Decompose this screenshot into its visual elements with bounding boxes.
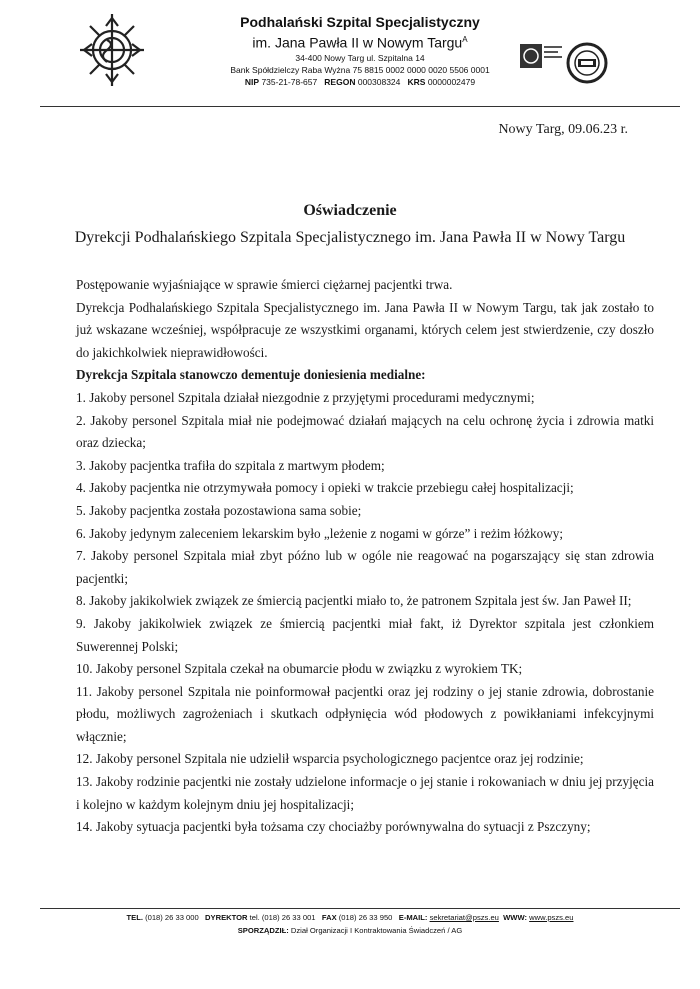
letter-date: Nowy Targ, 09.06.23 r. (498, 122, 628, 137)
list-item: 4. Jakoby pacjentka nie otrzymywała pomocy i opieki w trakcie przebiegu całej hospitalizacji; (76, 480, 574, 496)
list-item: 14. Jakoby sytuacja pacjentki była tożsama czy chociażby porównywalna do sytuacji z Pszczyny; (76, 819, 591, 835)
iqnet-certificate-icon (566, 42, 608, 84)
list-item: 13. Jakoby rodzinie pacjentki nie zostały udzielone informacje o jej stanie i rokowaniach w dniu jej przyjęcia i kolejno w każdym kolejnym dniu jej hospitalizacji; (76, 774, 654, 812)
list-item: 5. Jakoby pacjentka została pozostawiona sama sobie; (76, 502, 362, 518)
registration-numbers: NIP 735-21-78-657 REGON 000308324 KRS 0000002479 (244, 76, 476, 87)
footer-divider (40, 908, 680, 909)
list-item: 12. Jakoby personel Szpitala nie udzielił wsparcia psychologicznego pacjentce oraz jej rodzinie; (76, 751, 584, 767)
csq-certificate-icon (520, 42, 564, 70)
document-title: Oświadczenie (303, 202, 397, 219)
hospital-emblem-icon (76, 10, 148, 90)
intro-paragraph-1: Postępowanie wyjaśniające w sprawie śmierci ciężarnej pacjentki trwa. (76, 277, 453, 292)
list-item: 7. Jakoby personel Szpitala miał zbyt późno lub w ogóle nie reagować na pogarszający się stan zdrowia pacjentki; (76, 548, 654, 586)
list-item: 11. Jakoby personel Szpitala nie poinformował pacjentki oraz jej rodziny o jej stanie zdrowia, dobrostanie płodu, możliwych zagrożeniach i skutkach odpłynięcia wód płodowych z powikłaniami infekcyjnymi włącznie; (76, 683, 654, 744)
document-subtitle: Dyrekcji Podhalańskiego Szpitala Specjalistycznego im. Jana Pawła II w Nowy Targu (74, 229, 626, 246)
intro-paragraph-2: Dyrekcja Podhalańskiego Szpitala Specjalistycznego im. Jana Pawła II w Nowym Targu, tak jak zostało to już wskazane wcześniej, współpracuje ze wszystkimi organami, których celem jest stwierdzenie, czy doszło do jakichkolwiek nieprawidłowości. (76, 299, 654, 360)
letter-body (76, 274, 654, 839)
list-item: 1. Jakoby personel Szpitala działał niezgodnie z przyjętymi procedurami medycznymi; (76, 389, 535, 405)
hospital-address: 34-400 Nowy Targ ul. Szpitalna 14 (295, 52, 425, 63)
footer-prepared-by: SPORZĄDZIŁ: Dział Organizacji I Kontraktowania Świadczeń / AG (237, 926, 463, 935)
hospital-letterhead (190, 14, 530, 88)
list-item: 6. Jakoby jedynym zaleceniem lekarskim było „leżenie z nogami w górze” i reżim łóżkowy; (76, 525, 564, 541)
email-link[interactable]: sekretariat@pszs.eu (429, 913, 499, 922)
hospital-patron: im. Jana Pawła II w Nowym Targu$^A$ (252, 34, 468, 51)
denial-heading: Dyrekcja Szpitala stanowczo dementuje doniesienia medialne: (76, 367, 426, 383)
bank-account: Bank Spółdzielczy Raba Wyżna 75 8815 0002 0000 0020 5506 0001 (230, 64, 490, 75)
footer-contacts: TEL. (018) 26 33 000 DYREKTOR tel. (018) 26 33 001 FAX (018) 26 33 950 E-MAIL: sekretariat@pszs.eu WWW: www.pszs.eu (126, 913, 574, 922)
header-divider (40, 106, 680, 107)
list-item: 10. Jakoby personel Szpitala czekał na obumarcie płodu w związku z wyrokiem TK; (76, 661, 523, 677)
list-item: 8. Jakoby jakikolwiek związek ze śmiercią pacjentki miało to, że patronem Szpitala jest św. Jan Paweł II; (76, 593, 632, 609)
list-item: 2. Jakoby personel Szpitala miał nie podejmować działań mających na celu ochronę życia i zdrowia matki oraz dziecka; (76, 412, 654, 451)
website-link[interactable]: www.pszs.eu (529, 913, 574, 922)
hospital-name: Podhalański Szpital Specjalistyczny (240, 14, 480, 30)
list-item: 9. Jakoby jakikolwiek związek ze śmiercią pacjentki miał fakt, iż Dyrektor szpitala jest członkiem Suwerennej Polski; (76, 615, 654, 654)
list-item: 3. Jakoby pacjentka trafiła do szpitala z martwym płodem; (76, 457, 385, 473)
